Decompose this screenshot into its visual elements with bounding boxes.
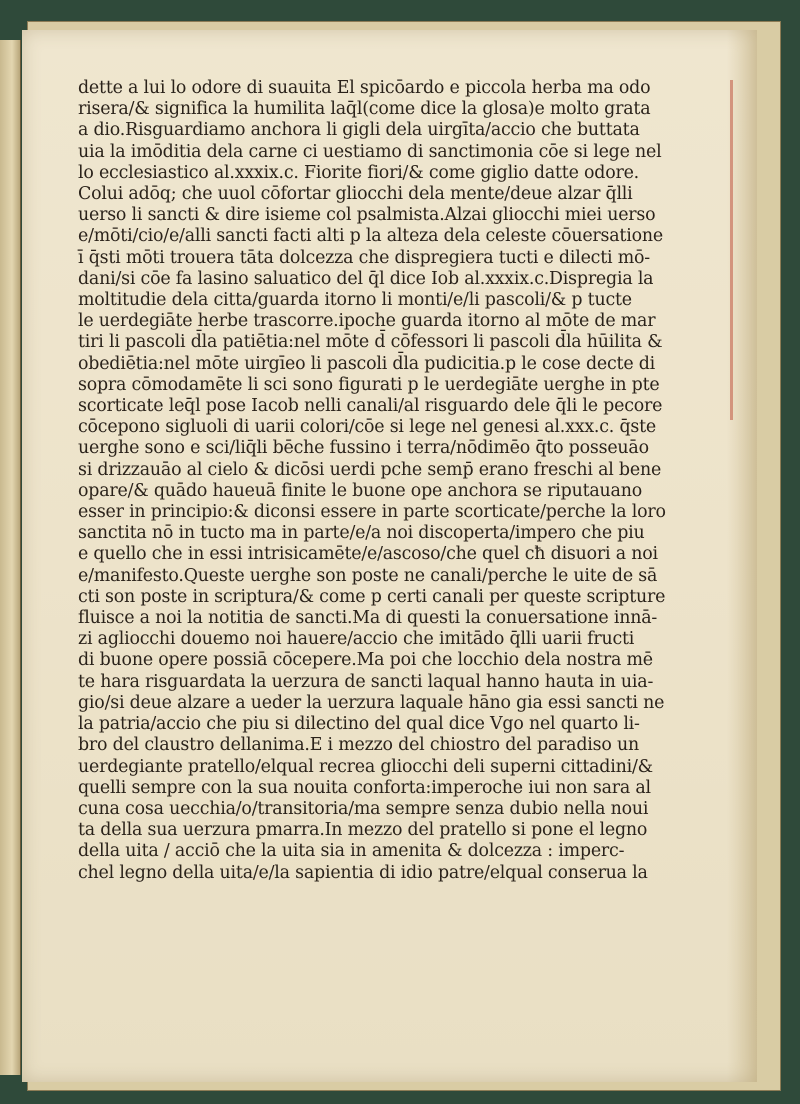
text-column bbox=[78, 78, 673, 884]
text-line: esser in principio:& diconsi essere in parte scorticate/perche la loro bbox=[78, 502, 666, 523]
text-line: della uita / acciō che la uita sia in amenita & dolcezza : imperc- bbox=[78, 841, 625, 862]
text-line: sanctita nō in tucto ma in parte/e/a noi discoperta/impero che piu bbox=[78, 523, 645, 544]
text-line: cuna cosa uecchia/o/transitoria/ma sempre senza dubio nella noui bbox=[78, 798, 649, 819]
text-line: e quello che in essi intrisicamēte/e/ascoso/che quel cħ disuori a noi bbox=[78, 544, 658, 565]
text-line: quelli sempre con la sua nouita conforta:imperoche iui non sara al bbox=[78, 777, 651, 798]
text-line: uerghe sono e sci/liq̄li bēche fussino i terra/nōdimēo q̄to posseuāo bbox=[78, 438, 649, 459]
text-line: le uerdegiāte herbe trascorre.ipoche guarda itorno al mōte de mar bbox=[78, 311, 656, 332]
text-line: cōcepono sigluoli di uarii colori/cōe si lege nel genesi al.xxx.c. q̄ste bbox=[78, 417, 656, 438]
text-line: uerdegiante pratello/elqual recrea gliocchi deli superni cittadini/& bbox=[78, 756, 653, 777]
page-edge-stain bbox=[730, 80, 733, 420]
text-line: Colui adōq; che uuol cōfortar gliocchi dela mente/deue alzar q̄lli bbox=[78, 184, 633, 205]
left-page-edge bbox=[0, 40, 21, 1075]
text-line: uerso li sancti & dire isieme col psalmista.Alzai gliocchi miei uerso bbox=[78, 205, 656, 226]
text-line: a dio.Risguardiamo anchora li gigli dela uirgīta/accio che buttata bbox=[78, 120, 640, 141]
text-line: zi agliocchi douemo noi hauere/accio che imitādo q̄lli uarii fructi bbox=[78, 629, 635, 650]
text-line: ī q̄sti mōti trouera tāta dolcezza che dispregiera tucti e dilecti mō- bbox=[78, 247, 650, 268]
text-line: scorticate leq̄l pose Iacob nelli canali/al risguardo dele q̄li le pecore bbox=[78, 396, 663, 417]
text-line: te hara risguardata la uerzura de sancti laqual hanno hauta in uia- bbox=[78, 671, 654, 692]
text-line: di buone opere possiā cōcepere.Ma poi che locchio dela nostra mē bbox=[78, 650, 653, 671]
text-line: opare/& quādo haueuā finite le buone ope anchora se riputauano bbox=[78, 480, 642, 501]
text-line: fluisce a noi la notitia de sancti.Ma di questi la conuersatione innā- bbox=[78, 608, 658, 629]
text-line: si drizzauāo al cielo & dicōsi uerdi pche semp̄ erano freschi al bene bbox=[78, 459, 662, 480]
text-line: bro del claustro dellanima.E i mezzo del chiostro del paradiso un bbox=[78, 735, 639, 756]
text-line: obediētia:nel mōte uirgīeo li pascoli d̄la pudicitia.p le cose decte di bbox=[78, 353, 656, 374]
text-line: risera/& significa la humilita laq̄l(come dice la glosa)e molto grata bbox=[78, 99, 651, 120]
text-line: moltitudie dela citta/guarda itorno li monti/e/li pascoli/& p tucte bbox=[78, 290, 632, 311]
text-line: dette a lui lo odore di suauita El spicōardo e piccola herba ma odo bbox=[78, 78, 651, 98]
text-line: tiri li pascoli d̄la patiētia:nel mōte d̄ cōfessori li pascoli d̄la hūilita & bbox=[78, 332, 663, 353]
text-line: chel legno della uita/e/la sapientia di idio patre/elqual conserua la bbox=[78, 862, 648, 883]
text-line: uia la imōditia dela carne ci uestiamo di sanctimonia cōe si lege nel bbox=[78, 141, 662, 162]
text-line: dani/si cōe fa lasino saluatico del q̄l dice Iob al.xxxix.c.Dispregia la bbox=[78, 268, 654, 289]
text-line: lo ecclesiastico al.xxxix.c. Fiorite fiori/& come giglio datte odore. bbox=[78, 162, 639, 183]
text-line: la patria/accio che piu si dilectino del qual dice Vgo nel quarto li- bbox=[78, 714, 640, 735]
text-line: cti son poste in scriptura/& come p certi canali per queste scripture bbox=[78, 586, 666, 607]
text-line: sopra cōmodamēte li sci sono figurati p le uerdegiāte uerghe in pte bbox=[78, 374, 660, 395]
text-line: e/manifesto.Queste uerghe son poste ne canali/perche le uite de sā bbox=[78, 565, 658, 586]
text-line: ta della sua uerzura pmarra.In mezzo del pratello si pone el legno bbox=[78, 820, 648, 841]
text-line: gio/si deue alzare a ueder la uerzura laquale hāno gia essi sancti ne bbox=[78, 692, 665, 713]
text-line: e/mōti/cio/e/alli sancti facti alti p la alteza dela celeste cōuersatione bbox=[78, 226, 663, 247]
